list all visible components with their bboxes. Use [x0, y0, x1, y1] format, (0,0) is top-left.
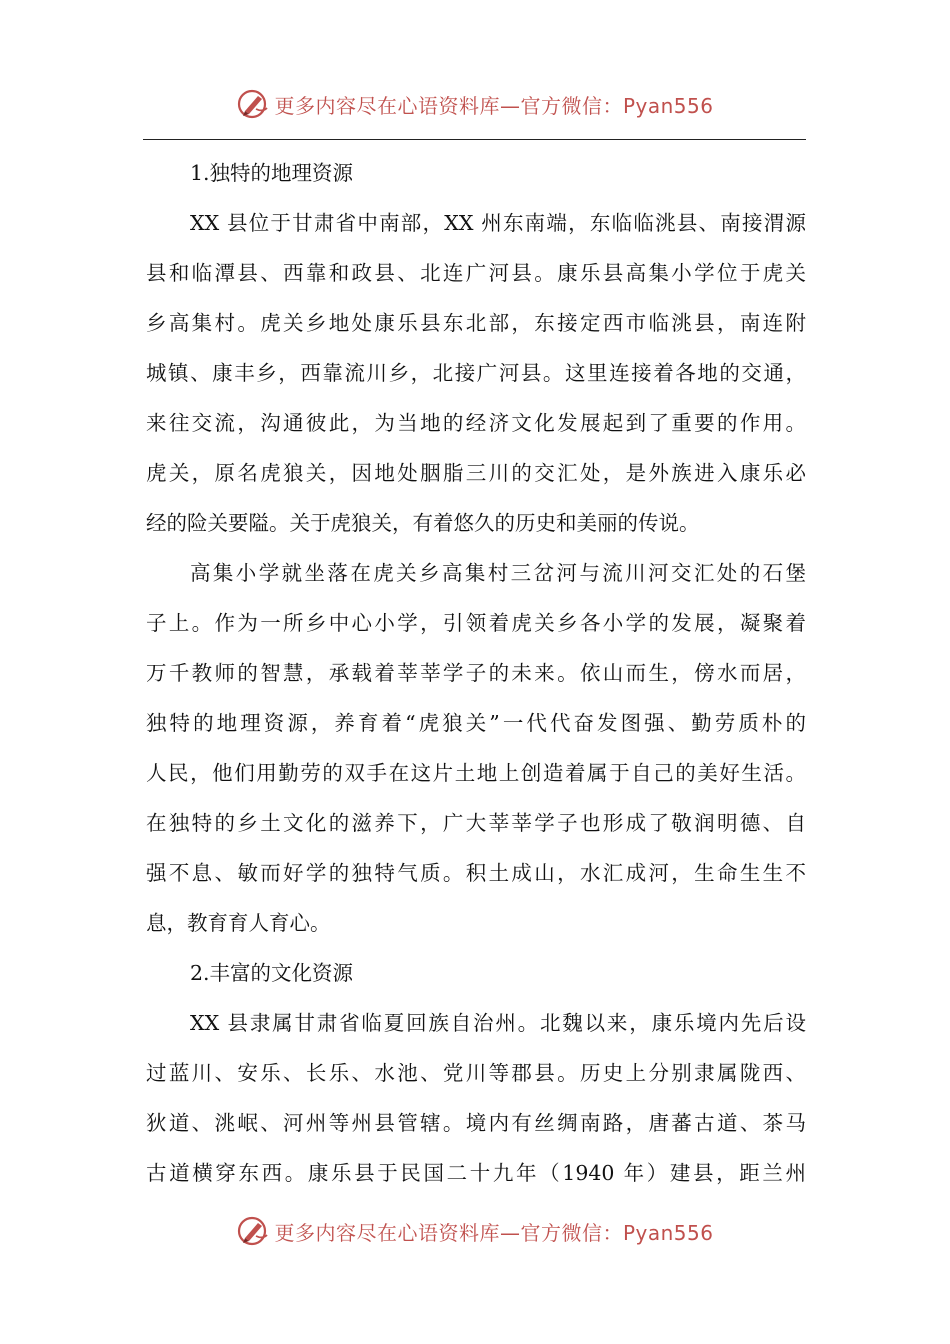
- header-divider: [143, 139, 806, 140]
- section-heading-culture: 2.丰富的文化资源: [190, 961, 354, 985]
- document-body: [146, 148, 806, 1198]
- paragraph-line: 万千教师的智慧，承载着莘莘学子的未来。依山而生，傍水而居，: [146, 661, 806, 685]
- paragraph-line: XX 县位于甘肃省中南部，XX 州东南端，东临临洮县、南接渭源: [190, 211, 806, 235]
- paragraph-line: 息，教育育人育心。: [146, 911, 331, 935]
- section-heading-geography: 1.独特的地理资源: [190, 161, 354, 185]
- header-banner: [0, 84, 950, 124]
- paragraph-line: 城镇、康丰乡，西靠流川乡，北接广河县。这里连接着各地的交通，: [146, 361, 806, 385]
- pen-circle-logo-icon: [236, 87, 270, 121]
- paragraph-line: XX 县隶属甘肃省临夏回族自治州。北魏以来，康乐境内先后设: [190, 1011, 806, 1035]
- header-banner-text: 更多内容尽在心语资料库—官方微信：Pyan556: [274, 93, 714, 118]
- paragraph-line: 人民，他们用勤劳的双手在这片土地上创造着属于自己的美好生活。: [146, 761, 806, 785]
- paragraph-line: 强不息、敏而好学的独特气质。积土成山，水汇成河，生命生生不: [146, 861, 806, 885]
- paragraph-line: 子上。作为一所乡中心小学，引领着虎关乡各小学的发展，凝聚着: [146, 611, 806, 635]
- paragraph-line: 狄道、洮岷、河州等州县管辖。境内有丝绸南路，唐蕃古道、茶马: [146, 1111, 806, 1135]
- footer-banner-text: 更多内容尽在心语资料库—官方微信：Pyan556: [274, 1220, 714, 1245]
- paragraph-line: 过蓝川、安乐、长乐、水池、党川等郡县。历史上分别隶属陇西、: [146, 1061, 806, 1085]
- paragraph-line: 虎关，原名虎狼关，因地处胭脂三川的交汇处，是外族进入康乐必: [146, 461, 806, 485]
- paragraph-line: 来往交流，沟通彼此，为当地的经济文化发展起到了重要的作用。: [146, 411, 806, 435]
- paragraph-line: 乡高集村。虎关乡地处康乐县东北部，东接定西市临洮县，南连附: [146, 311, 806, 335]
- paragraph-line: 高集小学就坐落在虎关乡高集村三岔河与流川河交汇处的石堡: [190, 561, 806, 585]
- footer-banner: [0, 1211, 950, 1251]
- pen-circle-logo-icon: [236, 1214, 270, 1248]
- paragraph-line: 经的险关要隘。关于虎狼关，有着悠久的历史和美丽的传说。: [146, 511, 700, 535]
- paragraph-line: 独特的地理资源，养育着“虎狼关”一代代奋发图强、勤劳质朴的: [146, 711, 806, 735]
- paragraph-line: 县和临潭县、西靠和政县、北连广河县。康乐县高集小学位于虎关: [146, 261, 806, 285]
- paragraph-line: 在独特的乡土文化的滋养下，广大莘莘学子也形成了敬润明德、自: [146, 811, 806, 835]
- paragraph-line: 古道横穿东西。康乐县于民国二十九年（1940 年）建县，距兰州: [146, 1161, 806, 1185]
